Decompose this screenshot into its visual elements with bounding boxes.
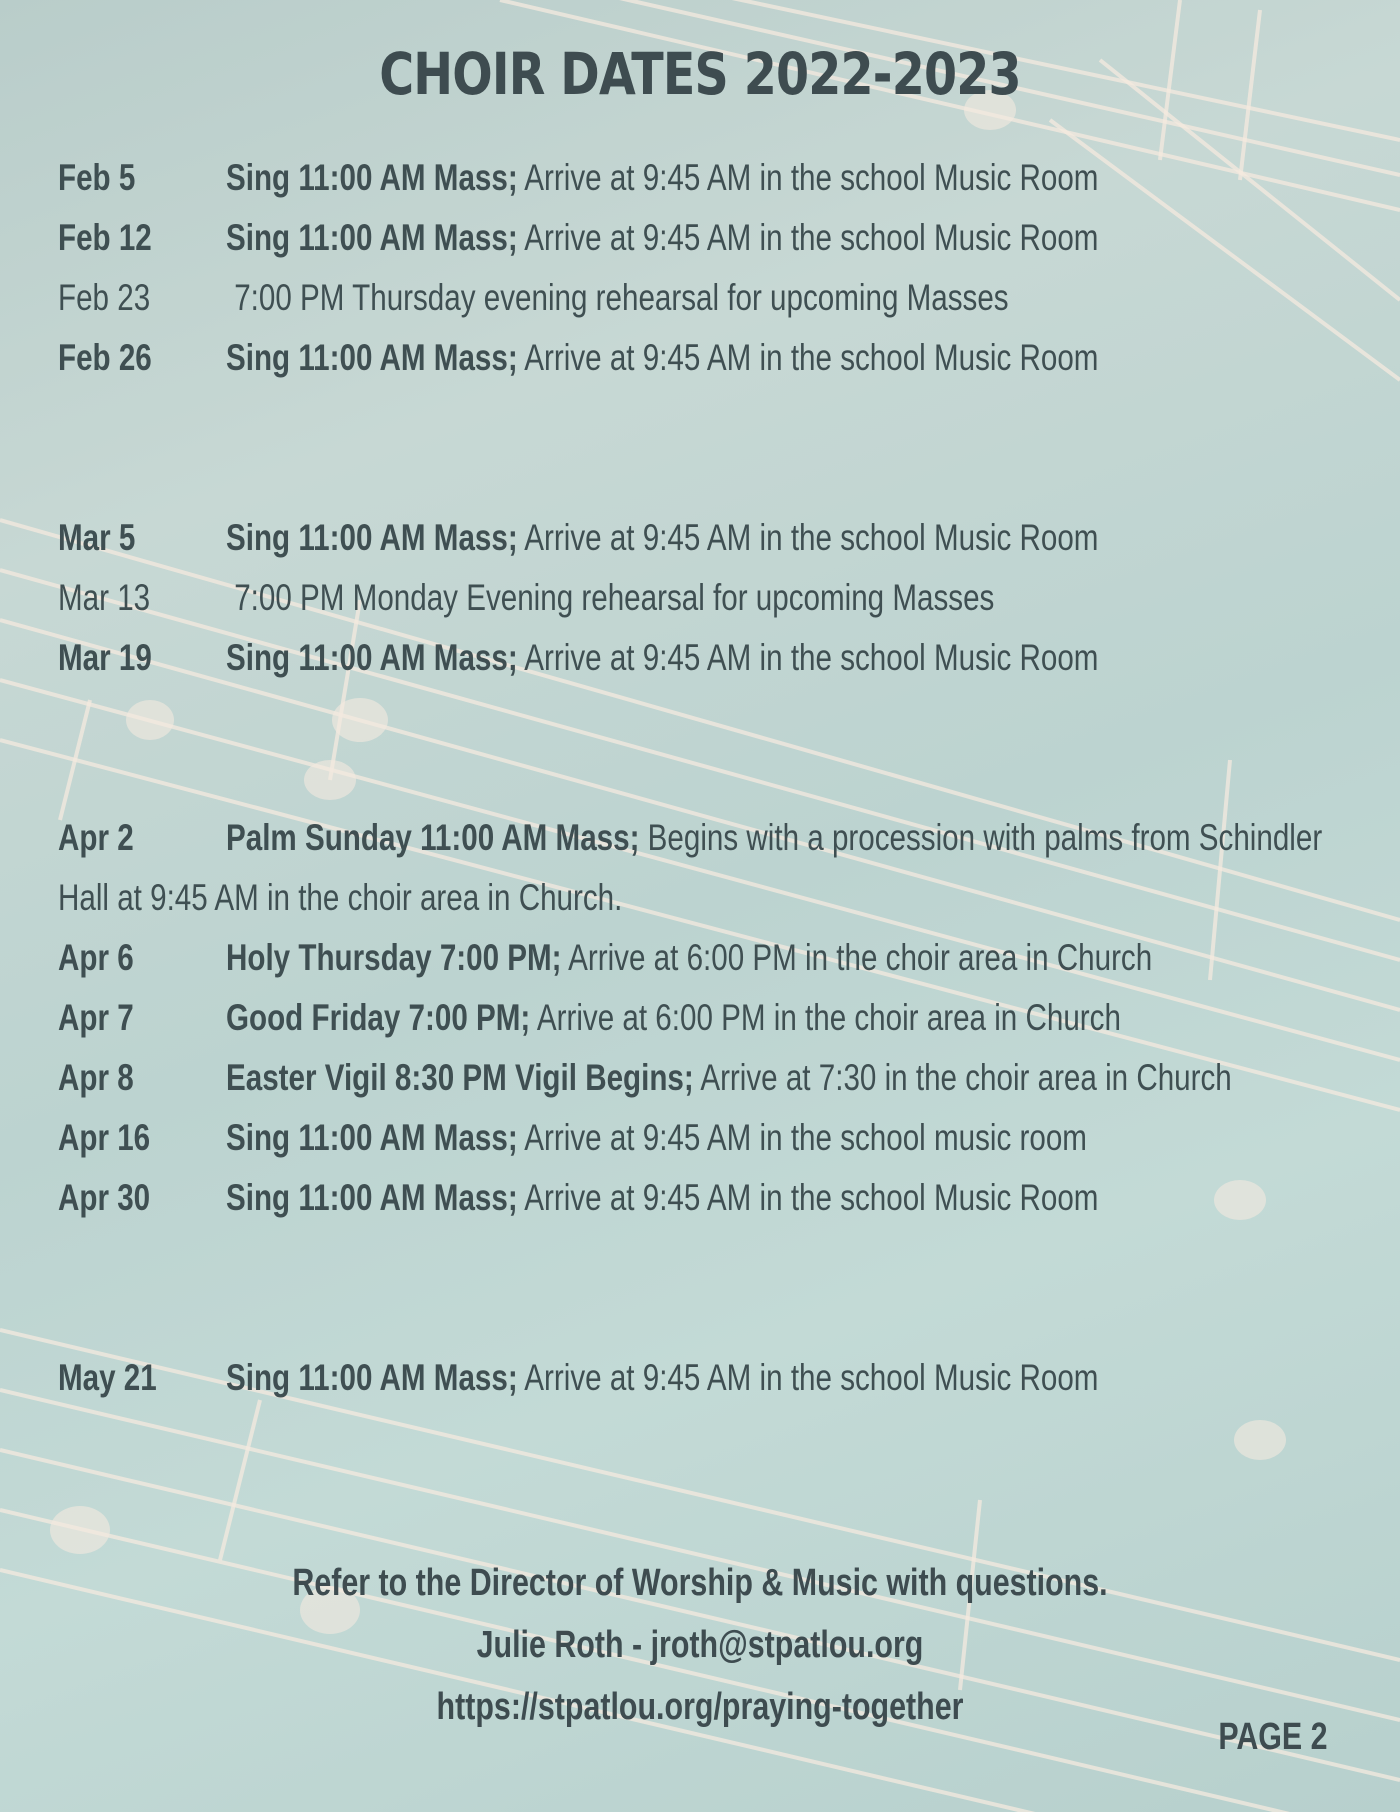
entry-date: Mar 19 (58, 637, 152, 678)
group-spacer (58, 388, 1348, 508)
entry-date: Feb 12 (58, 217, 152, 258)
page-number: PAGE 2 (1218, 1716, 1328, 1758)
footer-line-questions: Refer to the Director of Worship & Music with questions. (292, 1562, 1108, 1604)
entry-date: Apr 7 (58, 997, 134, 1038)
schedule-entry (58, 928, 1346, 988)
schedule-entry (58, 328, 1346, 388)
choir-schedule (58, 148, 1348, 1408)
entry-details: Begins with a procession with palms from Schindler Hall at 9:45 AM in the choir area in Church. (58, 817, 1323, 918)
entry-date: Apr 8 (58, 1057, 134, 1098)
schedule-entry (58, 808, 1346, 928)
entry-details: Arrive at 6:00 PM in the choir area in Church (530, 997, 1121, 1038)
entry-details: Arrive at 7:30 in the choir area in Church (693, 1057, 1232, 1098)
schedule-entry (58, 628, 1346, 688)
entry-event: Sing 11:00 AM Mass; (226, 217, 518, 258)
entry-date: Apr 2 (58, 817, 134, 858)
schedule-entry (58, 208, 1346, 268)
entry-details: Arrive at 9:45 AM in the school Music Room (517, 517, 1099, 558)
entry-event: Easter Vigil 8:30 PM Vigil Begins; (226, 1057, 694, 1098)
entry-event: Sing 11:00 AM Mass; (226, 157, 518, 198)
schedule-entry (58, 508, 1346, 568)
page-title: CHOIR DATES 2022-2023 (379, 40, 1021, 108)
entry-date: Feb 26 (58, 337, 152, 378)
entry-event: Sing 11:00 AM Mass; (226, 1177, 518, 1218)
schedule-entry (58, 268, 1346, 328)
group-spacer (58, 688, 1348, 808)
entry-event: Sing 11:00 AM Mass; (226, 1117, 518, 1158)
entry-event: Sing 11:00 AM Mass; (226, 1357, 518, 1398)
entry-details: Arrive at 9:45 AM in the school Music Room (517, 1177, 1099, 1218)
entry-date: May 21 (58, 1357, 157, 1398)
entry-event: Sing 11:00 AM Mass; (226, 517, 518, 558)
entry-details: Arrive at 9:45 AM in the school Music Room (517, 1357, 1099, 1398)
entry-date: Mar 13 (58, 577, 151, 618)
entry-details: Arrive at 9:45 AM in the school Music Room (517, 217, 1099, 258)
schedule-entry (58, 1348, 1346, 1408)
footer-line-url: https://stpatlou.org/praying-together (436, 1686, 964, 1728)
entry-date: Apr 30 (58, 1177, 151, 1218)
schedule-entry (58, 1108, 1346, 1168)
entry-details: Arrive at 9:45 AM in the school Music Room (517, 637, 1099, 678)
schedule-entry (58, 988, 1346, 1048)
entry-event: Holy Thursday 7:00 PM; (226, 937, 562, 978)
entry-event: Palm Sunday 11:00 AM Mass; (226, 817, 640, 858)
contact-footer (0, 1552, 1400, 1738)
schedule-entry (58, 1048, 1346, 1108)
entry-event: Sing 11:00 AM Mass; (226, 337, 518, 378)
entry-date: Feb 23 (58, 277, 151, 318)
entry-details: Arrive at 6:00 PM in the choir area in Church (561, 937, 1153, 978)
entry-event: Sing 11:00 AM Mass; (226, 637, 518, 678)
schedule-entry (58, 148, 1346, 208)
entry-details: Arrive at 9:45 AM in the school Music Room (517, 157, 1099, 198)
entry-event: Good Friday 7:00 PM; (226, 997, 531, 1038)
schedule-entry (58, 568, 1346, 628)
entry-details: Arrive at 9:45 AM in the school Music Room (517, 337, 1099, 378)
entry-details: 7:00 PM Thursday evening rehearsal for upcoming Masses (226, 277, 1009, 318)
schedule-entry (58, 1168, 1346, 1228)
entry-date: Mar 5 (58, 517, 136, 558)
entry-date: Feb 5 (58, 157, 136, 198)
entry-date: Apr 16 (58, 1117, 151, 1158)
entry-details: Arrive at 9:45 AM in the school music room (517, 1117, 1087, 1158)
entry-details: 7:00 PM Monday Evening rehearsal for upcoming Masses (226, 577, 995, 618)
footer-line-contact: Julie Roth - jroth@stpatlou.org (476, 1624, 924, 1666)
group-spacer (58, 1228, 1348, 1348)
entry-date: Apr 6 (58, 937, 134, 978)
